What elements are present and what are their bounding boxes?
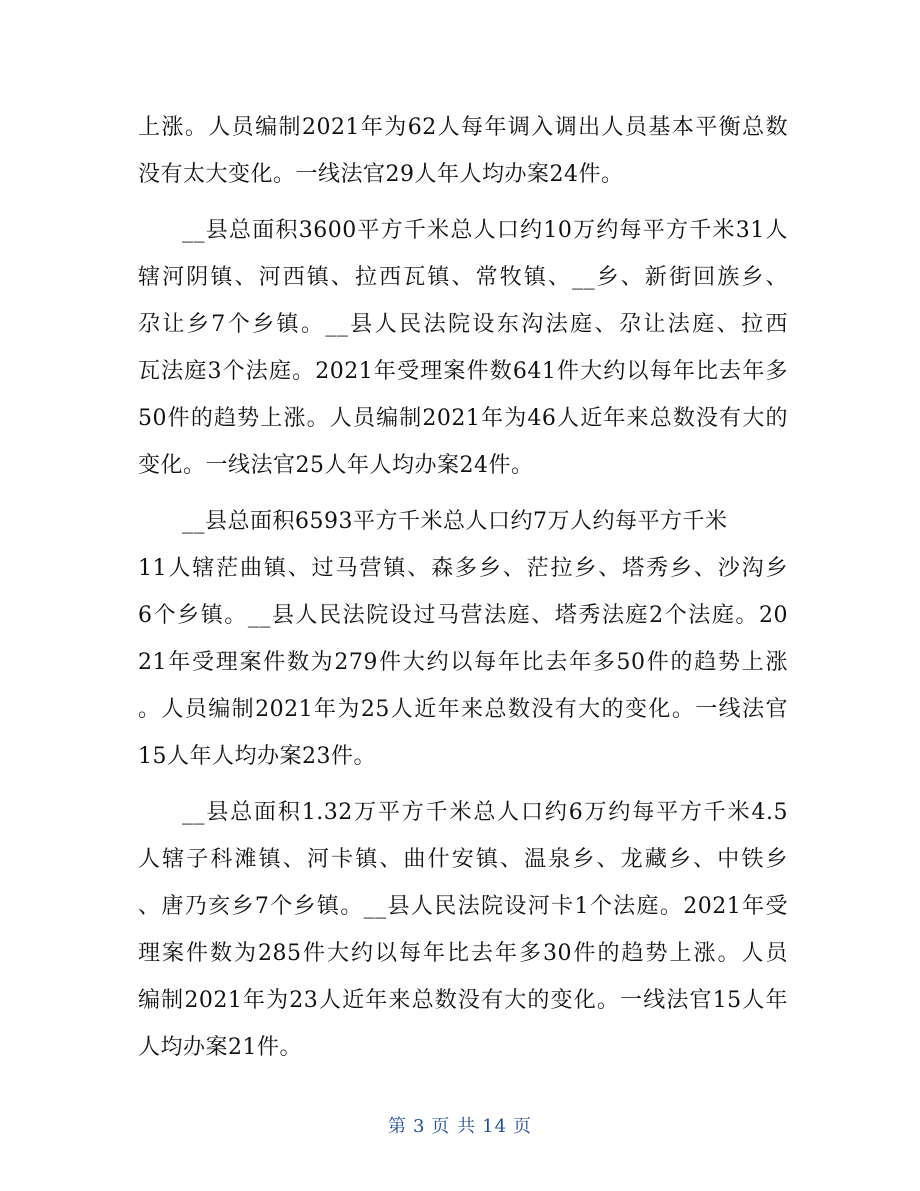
text-line: 上涨。人员编制2021年为62人每年调入调出人员基本平衡总数 — [138, 115, 788, 140]
text-line: __县总面积6593平方千米总人口约7万人约每平方千米 — [182, 509, 728, 534]
paragraph — [138, 789, 788, 1071]
paragraph — [138, 207, 788, 489]
paragraph — [138, 104, 788, 198]
footer-mid: 页 共 — [431, 1116, 477, 1137]
current-page-number: 3 — [412, 1116, 426, 1137]
text-line: 6个乡镇。__县人民法院设过马营法庭、塔秀法庭2个法庭。20 — [138, 603, 788, 628]
text-line: 没有太大变化。一线法官29人年人均办案24件。 — [138, 162, 624, 187]
text-line: 编制2021年为23人近年来总数没有大的变化。一线法官15人年 — [138, 988, 788, 1013]
text-line: 15人年人均办案23件。 — [138, 744, 376, 769]
text-line: 人辖子科滩镇、河卡镇、曲什安镇、温泉乡、龙藏乡、中铁乡 — [138, 847, 788, 872]
document-body — [138, 104, 788, 1071]
text-line: 11人辖茫曲镇、过马营镇、森多乡、茫拉乡、塔秀乡、沙沟乡 — [138, 556, 788, 581]
text-line: 理案件数为285件大约以每年比去年多30件的趋势上涨。人员 — [138, 941, 788, 966]
text-line: __县总面积1.32万平方千米总人口约6万约每平方千米4.5 — [182, 800, 788, 825]
text-line: 变化。一线法官25人年人均办案24件。 — [138, 453, 534, 478]
page-footer — [0, 1112, 920, 1138]
text-line: 、唐乃亥乡7个乡镇。__县人民法院设河卡1个法庭。2021年受 — [138, 894, 788, 919]
text-line: __县总面积3600平方千米总人口约10万约每平方千米31人 — [182, 218, 788, 243]
footer-prefix: 第 — [387, 1116, 407, 1137]
text-line: 瓦法庭3个法庭。2021年受理案件数641件大约以每年比去年多 — [138, 359, 788, 384]
text-line: 21年受理案件数为279件大约以每年比去年多50件的趋势上涨 — [138, 650, 788, 675]
footer-suffix: 页 — [513, 1116, 533, 1137]
text-line: 辖河阴镇、河西镇、拉西瓦镇、常牧镇、__乡、新街回族乡、 — [138, 265, 788, 290]
text-line: 。人员编制2021年为25人近年来总数没有大的变化。一线法官 — [138, 697, 788, 722]
text-line: 人均办案21件。 — [138, 1035, 302, 1060]
text-line: 50件的趋势上涨。人员编制2021年为46人近年来总数没有大的 — [138, 406, 788, 431]
paragraph — [138, 498, 788, 780]
total-page-count: 14 — [482, 1116, 508, 1137]
text-line: 尕让乡7个乡镇。__县人民法院设东沟法庭、尕让法庭、拉西 — [138, 312, 788, 337]
